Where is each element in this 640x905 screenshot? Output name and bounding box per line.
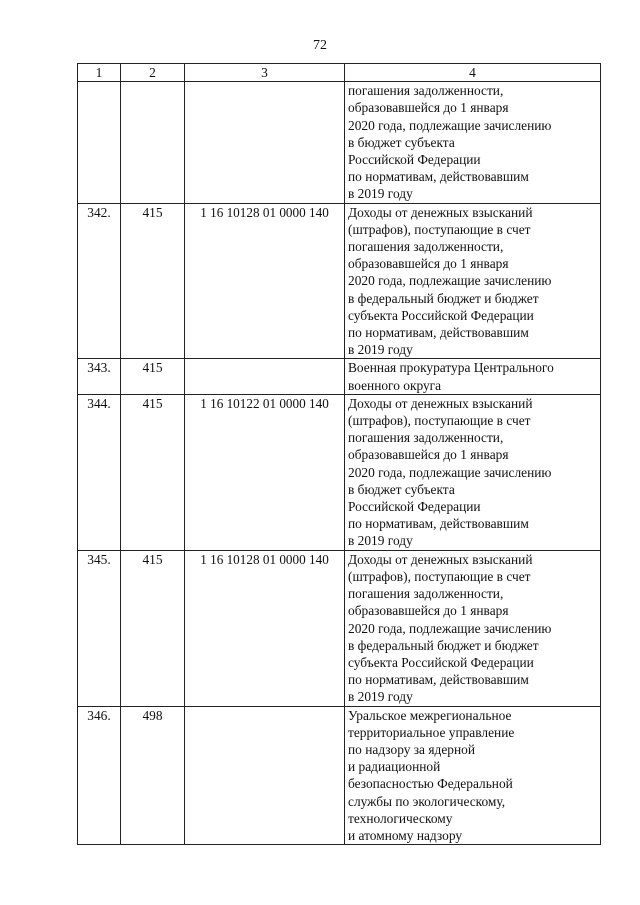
description-line: в 2019 году <box>348 533 413 549</box>
description-line: по нормативам, действовавшим <box>348 516 529 532</box>
description-line: технологическому <box>348 810 453 826</box>
administrator-code: 415 <box>121 550 185 706</box>
table-row <box>78 203 601 359</box>
budget-classification-code: 1 16 10128 01 0000 140 <box>185 550 345 706</box>
budget-classification-code <box>185 82 345 203</box>
budget-classification-code <box>185 359 345 394</box>
description-line: в 2019 году <box>348 689 413 705</box>
description-line: погашения задолженности, <box>348 586 504 602</box>
table-body <box>78 82 601 845</box>
budget-classification-code: 1 16 10128 01 0000 140 <box>185 203 345 359</box>
description-line: в бюджет субъекта <box>348 134 455 150</box>
row-number: 344. <box>78 394 121 550</box>
administrator-code: 415 <box>121 203 185 359</box>
table-row <box>78 359 601 394</box>
description-line: в федеральный бюджет и бюджет <box>348 637 539 653</box>
revenue-description <box>345 706 601 845</box>
description-line: (штрафов), поступающие в счет <box>348 221 531 237</box>
header-col-3: 3 <box>185 64 345 82</box>
description-line: субъекта Российской Федерации <box>348 307 534 323</box>
description-line: в бюджет субъекта <box>348 481 455 497</box>
description-line: образовавшейся до 1 января <box>348 447 509 463</box>
description-line: образовавшейся до 1 января <box>348 256 509 272</box>
row-number <box>78 82 121 203</box>
description-line: 2020 года, подлежащие зачислению <box>348 273 552 289</box>
description-line: службы по экологическому, <box>348 793 506 809</box>
description-line: по надзору за ядерной <box>348 741 475 757</box>
description-line: по нормативам, действовавшим <box>348 672 529 688</box>
table-row <box>78 706 601 845</box>
administrator-code: 415 <box>121 359 185 394</box>
row-number: 343. <box>78 359 121 394</box>
description-line: Доходы от денежных взысканий <box>348 395 533 411</box>
description-line: по нормативам, действовавшим <box>348 325 529 341</box>
page-number: 72 <box>313 38 327 53</box>
description-line: военного округа <box>348 377 442 393</box>
administrator-code: 415 <box>121 394 185 550</box>
description-line: 2020 года, подлежащие зачислению <box>348 620 552 636</box>
header-col-1: 1 <box>78 64 121 82</box>
table-row <box>78 550 601 706</box>
description-line: и радиационной <box>348 759 441 775</box>
table-row <box>78 82 601 203</box>
description-line: 2020 года, подлежащие зачислению <box>348 464 552 480</box>
budget-classification-code <box>185 706 345 845</box>
description-line: Уральское межрегиональное <box>348 707 512 723</box>
revenue-description <box>345 203 601 359</box>
description-line: в 2019 году <box>348 342 413 358</box>
revenue-description <box>345 394 601 550</box>
description-line: по нормативам, действовавшим <box>348 169 529 185</box>
revenue-description <box>345 359 601 394</box>
header-col-4: 4 <box>345 64 601 82</box>
description-line: безопасностью Федеральной <box>348 776 513 792</box>
revenue-classification-table <box>77 63 601 845</box>
row-number: 345. <box>78 550 121 706</box>
description-line: и атомному надзору <box>348 827 463 843</box>
header-row <box>78 64 601 82</box>
description-line: образовавшейся до 1 января <box>348 100 509 116</box>
description-line: погашения задолженности, <box>348 83 504 99</box>
description-line: в 2019 году <box>348 186 413 202</box>
description-line: Доходы от денежных взысканий <box>348 204 533 220</box>
description-line: Российской Федерации <box>348 152 481 168</box>
description-line: (штрафов), поступающие в счет <box>348 413 531 429</box>
row-number: 342. <box>78 203 121 359</box>
description-line: субъекта Российской Федерации <box>348 654 534 670</box>
description-line: образовавшейся до 1 января <box>348 603 509 619</box>
description-line: Военная прокуратура Центрального <box>348 360 554 376</box>
administrator-code: 498 <box>121 706 185 845</box>
description-line: Российской Федерации <box>348 499 481 515</box>
description-line: в федеральный бюджет и бюджет <box>348 290 539 306</box>
header-col-2: 2 <box>121 64 185 82</box>
description-line: погашения задолженности, <box>348 239 504 255</box>
table-row <box>78 394 601 550</box>
revenue-description <box>345 82 601 203</box>
description-line: 2020 года, подлежащие зачислению <box>348 117 552 133</box>
description-line: (штрафов), поступающие в счет <box>348 568 531 584</box>
description-line: территориальное управление <box>348 724 515 740</box>
description-line: Доходы от денежных взысканий <box>348 551 533 567</box>
row-number: 346. <box>78 706 121 845</box>
revenue-description <box>345 550 601 706</box>
description-line: погашения задолженности, <box>348 430 504 446</box>
administrator-code <box>121 82 185 203</box>
budget-classification-code: 1 16 10122 01 0000 140 <box>185 394 345 550</box>
